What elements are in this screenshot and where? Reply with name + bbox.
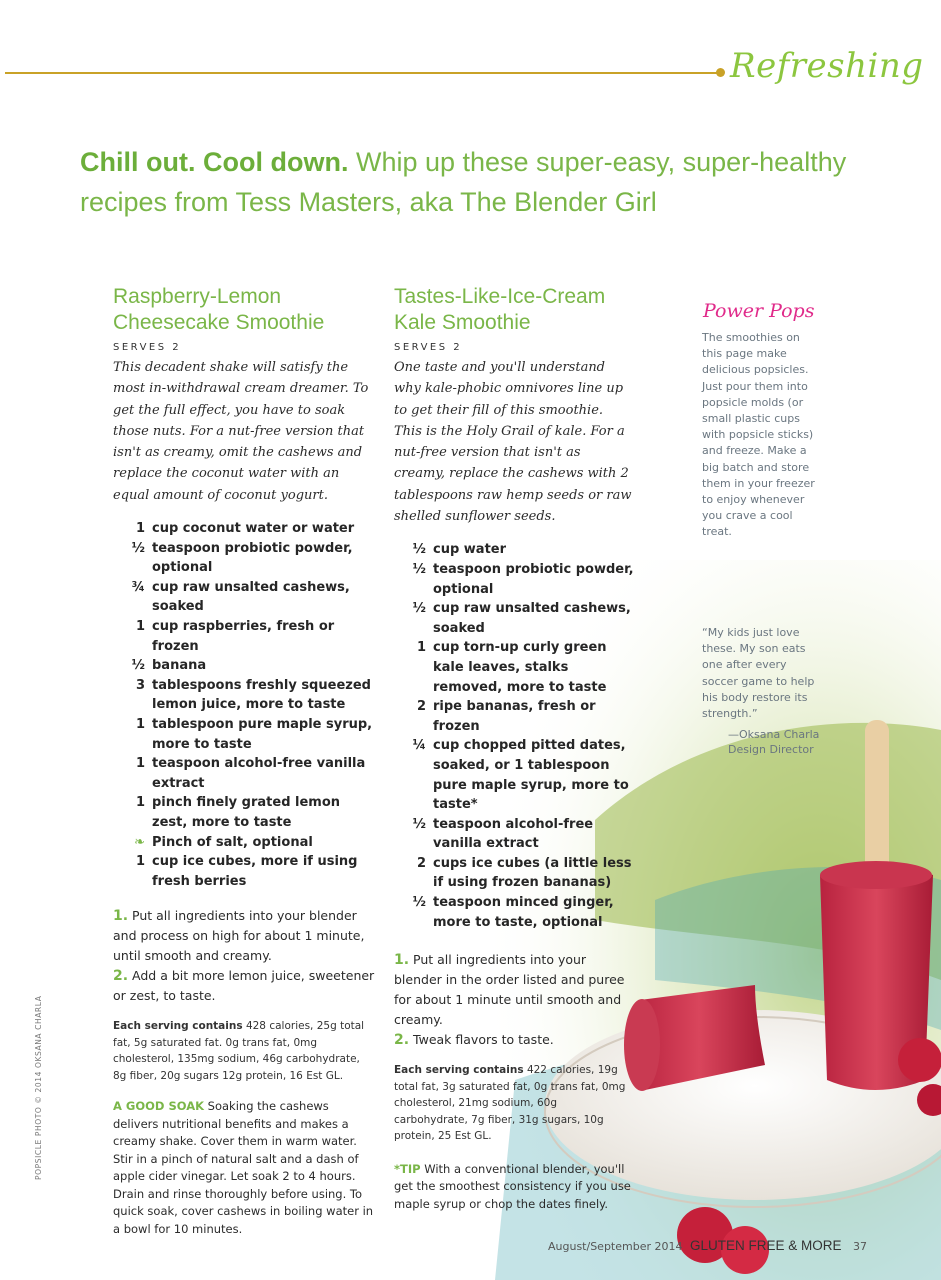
ingredient-text: teaspoon alcohol-free vanilla extract xyxy=(433,816,594,852)
step-number: 1. xyxy=(113,908,129,925)
ingredient-text: tablespoons freshly squeezed lemon juice, more to taste xyxy=(152,677,371,713)
ingredient-list xyxy=(394,540,634,932)
recipe-steps xyxy=(394,950,634,1050)
ingredient-qty: 1 xyxy=(135,795,145,811)
recipe-title-line: Cheesecake Smoothie xyxy=(113,311,325,334)
soak-label: A GOOD SOAK xyxy=(113,1099,205,1114)
recipe-raspberry-column xyxy=(113,284,375,1238)
ingredient-text: Pinch of salt, optional xyxy=(152,834,313,850)
soak-text: Soaking the cashews delivers nutritional benefits and makes a creamy shake. Cover them in warm water. Stir in a pinch of natural salt and a dash of apple cider vinegar. Let soak 2 to 4 hours. Drain and rinse thoroughly before using. To quick soak, cover cashews in boiling water in a bowl for 10 minutes. xyxy=(113,1099,374,1236)
ingredient-text: pinch finely grated lemon zest, more to taste xyxy=(152,795,341,830)
ingredient-qty: 1 xyxy=(135,521,145,537)
ingredient-qty: 1 xyxy=(135,854,145,870)
recipe-title-line: Raspberry-Lemon xyxy=(113,285,282,308)
attribution-name: —Oksana Charla xyxy=(728,728,820,741)
nutrition-info xyxy=(113,1018,375,1084)
headline-bold: Chill out. Cool down. xyxy=(80,147,349,177)
recipe-kale-column xyxy=(394,284,634,1213)
section-tag: Refreshing xyxy=(730,46,924,86)
step-text: Put all ingredients into your blender and process on high for about 1 minute, until smooth and creamy. xyxy=(113,908,365,964)
ingredient-item xyxy=(113,793,375,832)
header-rule xyxy=(5,72,723,74)
ingredient-item xyxy=(113,754,375,793)
photo-credit: POPSICLE PHOTO © 2014 OKSANA CHARLA xyxy=(34,995,43,1180)
step-text: Put all ingredients into your blender in the order listed and puree for about 1 minute until smooth and creamy. xyxy=(394,952,625,1028)
step-number: 1. xyxy=(394,952,410,969)
recipe-title-line: Tastes-Like-Ice-Cream xyxy=(394,285,606,308)
step xyxy=(394,950,634,1030)
ingredient-item xyxy=(113,676,375,715)
ingredient-qty: 1 xyxy=(135,717,145,733)
ingredient-qty: ¾ xyxy=(131,579,145,595)
tip-text: With a conventional blender, you'll get the smoothest consistency if you use maple syrup or chop the dates finely. xyxy=(394,1161,631,1211)
ingredient-item xyxy=(394,540,634,560)
recipe-title xyxy=(394,284,634,336)
ingredient-qty: ½ xyxy=(412,542,426,558)
ingredient-qty: ½ xyxy=(412,601,426,617)
ingredient-item xyxy=(113,519,375,539)
ingredient-qty: 3 xyxy=(135,677,145,693)
ingredient-text: ripe bananas, fresh or frozen xyxy=(433,699,596,734)
ingredient-item xyxy=(394,638,634,697)
soak-note xyxy=(113,1098,375,1238)
nutrition-info xyxy=(394,1062,634,1145)
ingredient-qty: ½ xyxy=(412,816,426,832)
recipe-intro: This decadent shake will satisfy the most in-withdrawal cream dreamer. To get the full effect, you have to soak those nuts. For a nut-free version that isn't as creamy, omit the cashews and replace the coconut water with an equal amount of coconut yogurt. xyxy=(113,360,369,503)
header-rule-dot xyxy=(716,68,725,77)
ingredient-text: banana xyxy=(152,658,207,674)
ingredient-text: cup raw unsalted cashews, soaked xyxy=(433,601,631,636)
ingredient-text: cup ice cubes, more if using fresh berries xyxy=(152,854,358,889)
ingredient-list xyxy=(113,519,375,891)
serves: SERVES 2 xyxy=(394,342,463,353)
sidebar-text: The smoothies on this page make delicious popsicles. Just pour them into popsicle molds (or small plastic cups with popsicle sticks) and freeze. Make a big batch and store them in your freezer to enjoy whenever you crave a cool treat. xyxy=(702,331,815,539)
ingredient-qty: 2 xyxy=(416,855,426,871)
step xyxy=(113,906,375,966)
recipe-intro: One taste and you'll understand why kale-phobic omnivores line up to get their fill of this smoothie. This is the Holy Grail of kale. For a nut-free version that isn't as creamy, replace the cashews with 2 tablespoons raw hemp seeds or raw shelled sunflower seeds. xyxy=(394,360,632,525)
ingredient-item xyxy=(113,833,375,853)
sidebar-quote: “My kids just love these. My son eats one after every soccer game to help his body restore its strength.” xyxy=(702,626,815,721)
ingredient-qty: 1 xyxy=(135,619,145,635)
ingredient-item xyxy=(113,852,375,891)
ingredient-text: cup raw unsalted cashews, soaked xyxy=(152,579,350,615)
ingredient-item xyxy=(113,617,375,656)
ingredient-item xyxy=(394,854,634,893)
step xyxy=(394,1030,634,1050)
ingredient-item xyxy=(113,578,375,617)
attribution-role: Design Director xyxy=(728,743,814,756)
page-footer xyxy=(548,1238,867,1253)
ingredient-qty: ½ xyxy=(412,895,426,911)
ingredient-item xyxy=(113,539,375,578)
ingredient-item xyxy=(394,815,634,854)
recipe-steps xyxy=(113,906,375,1006)
ingredient-text: teaspoon alcohol-free vanilla extract xyxy=(152,756,366,791)
step-number: 2. xyxy=(394,1032,410,1049)
ingredient-text: cups ice cubes (a little less if using frozen bananas) xyxy=(433,855,632,891)
ingredient-item xyxy=(394,599,634,638)
nutrition-label: Each serving contains xyxy=(113,1020,243,1033)
ingredient-item xyxy=(394,736,634,814)
ingredient-qty: 2 xyxy=(416,699,426,715)
ingredient-text: cup torn-up curly green kale leaves, stalks removed, more to taste xyxy=(433,640,607,695)
headline-rest: Whip up these super-easy, super-healthy recipes from Tess Masters, aka The Blender Girl xyxy=(80,147,847,217)
page-number: 37 xyxy=(853,1240,868,1253)
tip-label: *TIP xyxy=(394,1161,421,1176)
ingredient-text: teaspoon minced ginger, more to taste, optional xyxy=(433,895,614,930)
ingredient-item xyxy=(394,697,634,736)
magazine-name: GLUTEN FREE & MORE xyxy=(690,1238,842,1253)
ingredient-text: cup raspberries, fresh or frozen xyxy=(152,619,335,654)
ingredient-text: teaspoon probiotic powder, optional xyxy=(433,561,634,597)
nutrition-text: 428 calories, 25g total fat, 5g saturated fat. 0g trans fat, 0mg cholesterol, 135mg sodium, 46g carbohydrate, 8g fiber, 20g sugars 12g protein, 16 Est GL. xyxy=(113,1020,365,1082)
ingredient-qty: 1 xyxy=(135,756,145,772)
step-text: Tweak flavors to taste. xyxy=(409,1032,554,1048)
ingredient-item xyxy=(394,560,634,599)
ingredient-text: cup water xyxy=(433,542,507,558)
ingredient-text: tablespoon pure maple syrup, more to taste xyxy=(152,717,373,752)
sidebar-title: Power Pops xyxy=(703,300,815,322)
headline xyxy=(80,142,860,222)
step-text: Add a bit more lemon juice, sweetener or zest, to taste. xyxy=(113,968,375,1004)
ingredient-text: cup coconut water or water xyxy=(152,521,355,537)
ingredient-item xyxy=(113,715,375,754)
nutrition-label: Each serving contains xyxy=(394,1064,524,1077)
tip-note xyxy=(394,1161,634,1214)
step xyxy=(113,966,375,1006)
quote-attribution xyxy=(728,727,838,757)
recipe-title-line: Kale Smoothie xyxy=(394,311,531,334)
ingredient-qty: ½ xyxy=(131,658,145,674)
ingredient-item xyxy=(394,893,634,932)
step-number: 2. xyxy=(113,968,129,985)
ingredient-qty: 1 xyxy=(416,640,426,656)
ingredient-qty: ❧ xyxy=(134,834,145,850)
nutrition-text: 422 calories, 19g total fat, 3g saturated fat, 0g trans fat, 0mg cholesterol, 21mg sodium, 60g carbohydrate, 7g fiber, 31g sugars, 10g protein, 25 Est GL. xyxy=(394,1064,626,1143)
ingredient-qty: ¼ xyxy=(412,738,426,754)
ingredient-text: teaspoon probiotic powder, optional xyxy=(152,540,353,576)
ingredient-qty: ½ xyxy=(131,540,145,556)
issue-date: August/September 2014 xyxy=(548,1240,683,1253)
serves: SERVES 2 xyxy=(113,342,182,353)
ingredient-item xyxy=(113,656,375,676)
ingredient-text: cup chopped pitted dates, soaked, or 1 tablespoon pure maple syrup, more to taste* xyxy=(433,738,629,813)
ingredient-qty: ½ xyxy=(412,561,426,577)
recipe-title xyxy=(113,284,375,336)
